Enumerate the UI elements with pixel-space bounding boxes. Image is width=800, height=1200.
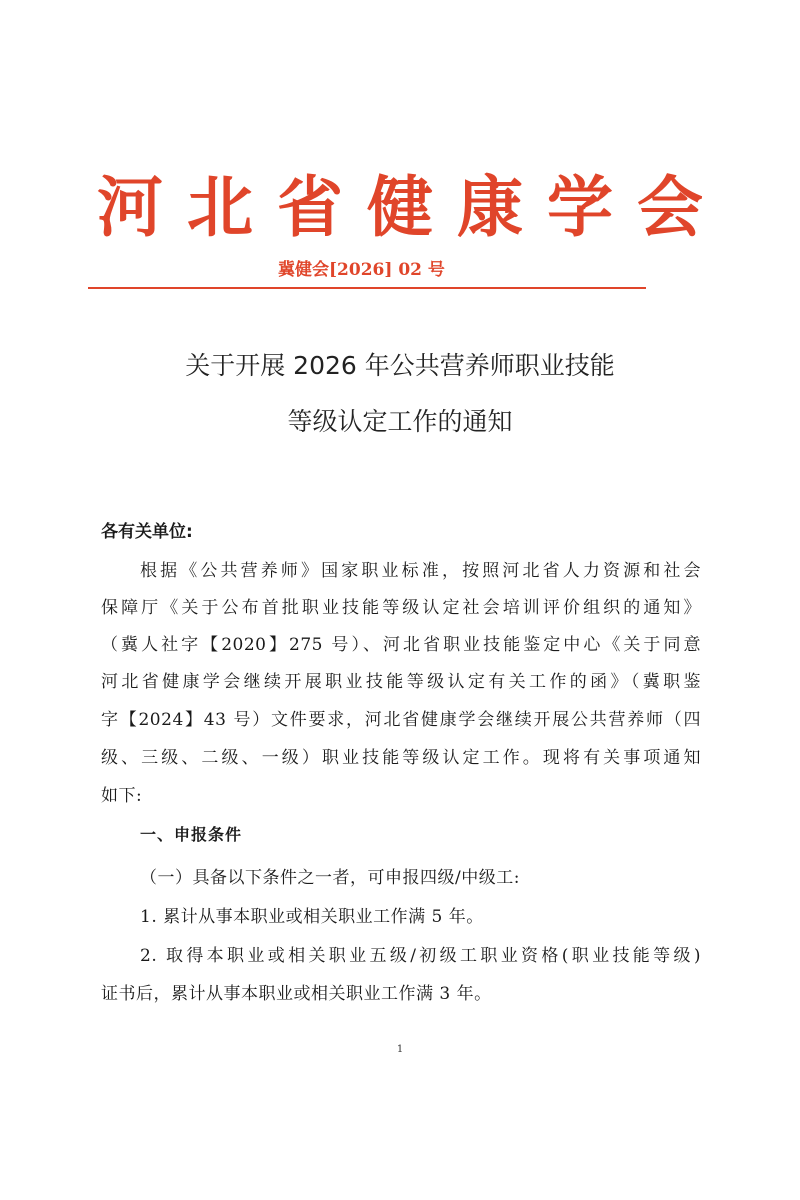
section-heading-1: 一、申报条件: [140, 825, 243, 844]
intro-line-5: 字【2024】43 号）文件要求，河北省健康学会继续开展公共营养师（四: [101, 710, 701, 730]
salutation: 各有关单位:: [101, 522, 193, 542]
organization-header: 河北省健康学会: [97, 169, 727, 246]
intro-line-3: （冀人社字【2020】275 号）、河北省职业技能鉴定中心《关于同意: [101, 635, 701, 655]
document-title-line-2: 等级认定工作的通知: [287, 407, 513, 436]
intro-line-2: 保障厅《关于公布首批职业技能等级认定社会培训评价组织的通知》: [101, 598, 701, 618]
intro-line-6: 级、三级、二级、一级）职业技能等级认定工作。现将有关事项通知: [101, 748, 701, 768]
intro-line-4: 河北省健康学会继续开展职业技能等级认定有关工作的函》（冀职鉴: [101, 672, 701, 692]
intro-line-1: 根据《公共营养师》国家职业标准，按照河北省人力资源和社会: [140, 561, 701, 581]
subsection-1: （一）具备以下条件之一者，可申报四级/中级工:: [140, 868, 520, 888]
intro-line-7: 如下:: [101, 786, 143, 806]
page-number: 1: [396, 1044, 404, 1055]
condition-item-1: 1. 累计从事本职业或相关职业工作满 5 年。: [140, 907, 484, 927]
header-divider: [88, 287, 646, 289]
document-number: 冀健会[2026] 02 号: [278, 260, 445, 280]
condition-item-2-line-2: 证书后，累计从事本职业或相关职业工作满 3 年。: [101, 984, 492, 1004]
document-title-line-1: 关于开展 2026 年公共营养师职业技能: [185, 351, 615, 380]
condition-item-2-line-1: 2. 取得本职业或相关职业五级/初级工职业资格(职业技能等级): [140, 946, 701, 966]
